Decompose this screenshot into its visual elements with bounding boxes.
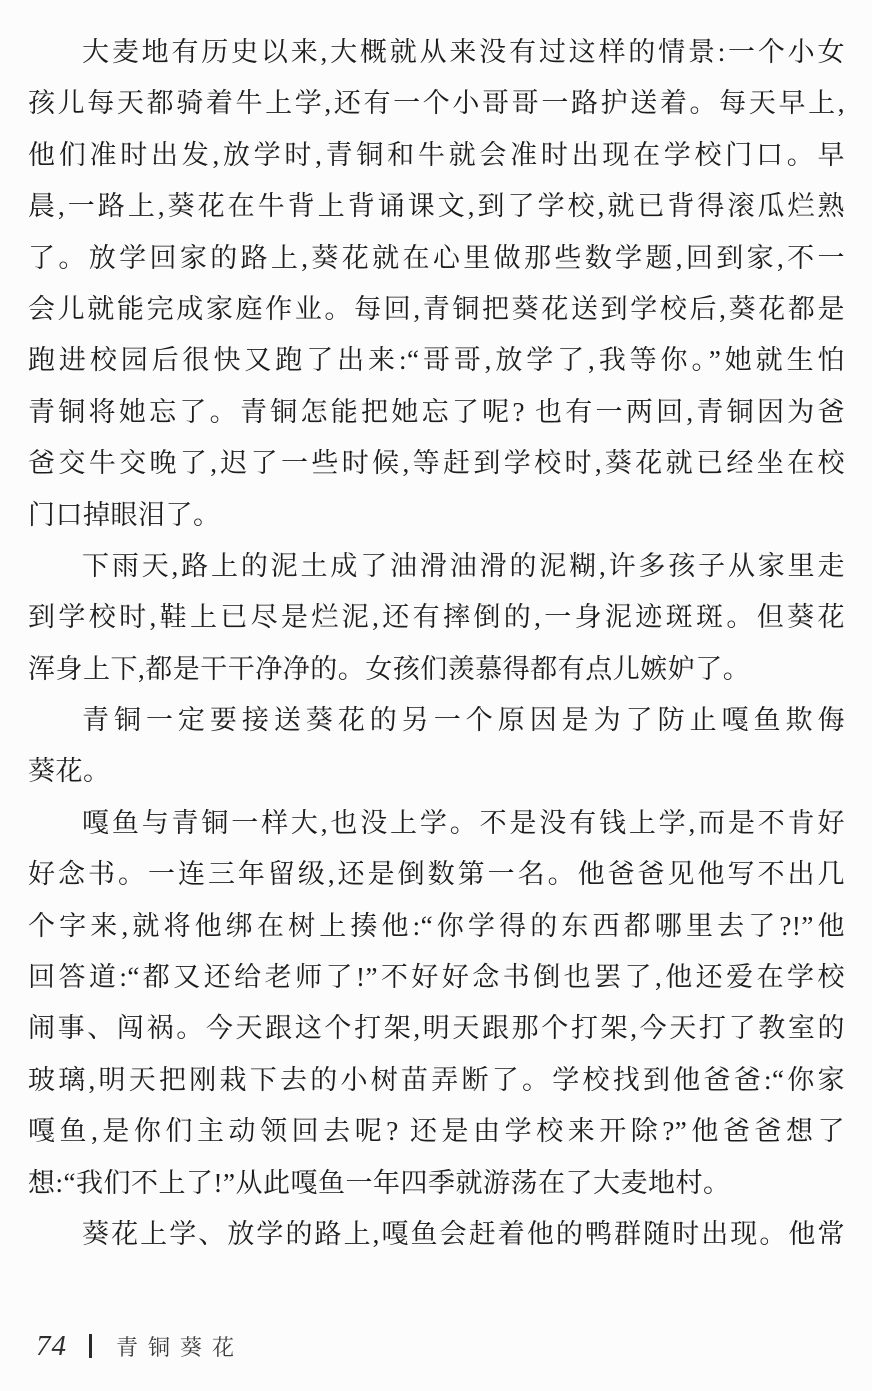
text-line: 嘎鱼与青铜一样大,也没上学。不是没有钱上学,而是不肯好 xyxy=(82,807,845,838)
text-line: 好念书。一连三年留级,还是倒数第一名。他爸爸见他写不出几 xyxy=(28,859,845,890)
book-title: 青铜葵花 xyxy=(116,1334,245,1360)
text-line: 门口掉眼泪了。 xyxy=(28,499,221,530)
text-line: 孩儿每天都骑着牛上学,还有一个小哥哥一路护送着。每天早上, xyxy=(28,88,845,119)
text-line: 个字来,就将他绑在树上揍他:“你学得的东西都哪里去了?!”他 xyxy=(28,910,845,941)
page-number: 74 xyxy=(36,1329,67,1362)
text-line: 大麦地有历史以来,大概就从来没有过这样的情景:一个小女 xyxy=(82,37,845,67)
footer-divider xyxy=(89,1334,92,1358)
text-line: 到学校时,鞋上已尽是烂泥,还有摔倒的,一身泥迹斑斑。但葵花 xyxy=(28,602,845,633)
text-line: 青铜一定要接送葵花的另一个原因是为了防止嘎鱼欺侮 xyxy=(82,705,845,736)
text-line: 想:“我们不上了!”从此嘎鱼一年四季就游荡在了大麦地村。 xyxy=(28,1167,731,1198)
page-body-text xyxy=(28,27,845,1260)
text-line: 葵花。 xyxy=(28,756,111,787)
text-line: 他们准时出发,放学时,青铜和牛就会准时出现在学校门口。早 xyxy=(28,139,845,170)
text-line: 玻璃,明天把刚栽下去的小树苗弄断了。学校找到他爸爸:“你家 xyxy=(28,1064,845,1095)
text-line: 晨,一路上,葵花在牛背上背诵课文,到了学校,就已背得滚瓜烂熟 xyxy=(28,191,845,222)
text-line: 浑身上下,都是干干净净的。女孩们羡慕得都有点儿嫉妒了。 xyxy=(28,653,751,684)
text-line: 回答道:“都又还给老师了!”不好好念书倒也罢了,他还爱在学校 xyxy=(28,962,845,993)
text-line: 会儿就能完成家庭作业。每回,青铜把葵花送到学校后,葵花都是 xyxy=(28,293,845,324)
page-footer xyxy=(36,1326,244,1366)
text-line: 下雨天,路上的泥土成了油滑油滑的泥糊,许多孩子从家里走 xyxy=(82,550,845,581)
text-line: 嘎鱼,是你们主动领回去呢? 还是由学校来开除?”他爸爸想了 xyxy=(28,1116,845,1147)
text-line: 葵花上学、放学的路上,嘎鱼会赶着他的鸭群随时出现。他常 xyxy=(82,1218,845,1249)
text-line: 青铜将她忘了。青铜怎能把她忘了呢? 也有一两回,青铜因为爸 xyxy=(28,396,845,427)
text-line: 了。放学回家的路上,葵花就在心里做那些数学题,回到家,不一 xyxy=(28,242,845,273)
text-line: 爸交牛交晚了,迟了一些时候,等赶到学校时,葵花就已经坐在校 xyxy=(28,448,845,479)
text-line: 闹事、闯祸。今天跟这个打架,明天跟那个打架,今天打了教室的 xyxy=(28,1013,845,1044)
text-line: 跑进校园后很快又跑了出来:“哥哥,放学了,我等你。”她就生怕 xyxy=(28,345,845,376)
